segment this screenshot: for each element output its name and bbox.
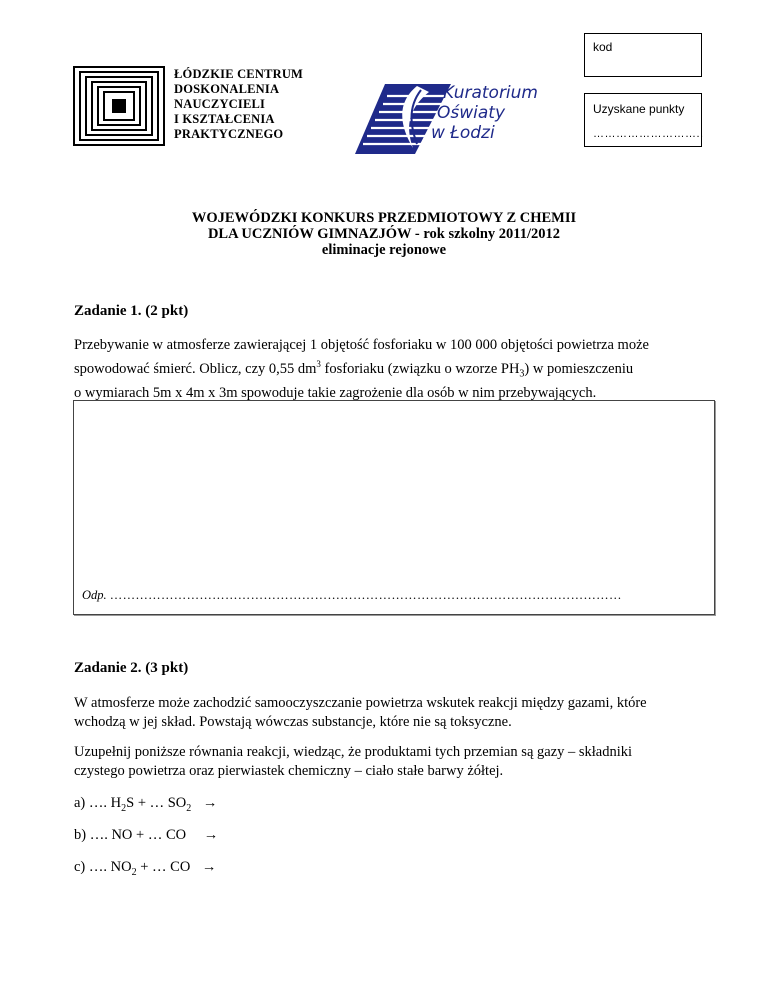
institution-line: DOSKONALENIA	[174, 82, 280, 96]
task1-line: Przebywanie w atmosferze zawierającej 1 objętość fosforiaku w 100 000 objętości powietrza może	[74, 337, 649, 353]
institution-line: I KSZTAŁCENIA	[174, 112, 275, 126]
equation-b: b) …. NO + … CO →	[74, 827, 219, 843]
title-line-1: WOJEWÓDZKI KONKURS PRZEDMIOTOWY Z CHEMII	[191, 210, 577, 226]
institution-line: ŁÓDZKIE CENTRUM	[174, 67, 304, 81]
kuratorium-line: Kuratorium	[443, 83, 538, 103]
task1-heading: Zadanie 1. (2 pkt)	[74, 303, 189, 319]
answer-label: Odp.	[82, 588, 107, 602]
points-label: Uzyskane punkty	[593, 102, 685, 116]
code-box[interactable]	[584, 33, 702, 77]
arrow-icon: →	[202, 795, 218, 811]
equation-c: c) …. $NO_2$ + … CO →	[74, 859, 217, 878]
lcdn-logo	[73, 66, 165, 146]
institution-line: PRAKTYCZNEGO	[174, 127, 284, 141]
points-blank: ………………………..	[593, 128, 704, 140]
task2-heading: Zadanie 2. (3 pkt)	[74, 660, 189, 676]
institution-line: NAUCZYCIELI	[174, 97, 266, 111]
task1-line: o wymiarach 5m x 4m x 3m spowoduje takie zagrożenie dla osób w nim przebywających.	[74, 384, 597, 401]
institution-name	[174, 67, 303, 142]
task1-text	[74, 336, 694, 403]
answer-dots: …………………………………………………………………………………………………………	[109, 588, 622, 602]
kuratorium-logo	[355, 78, 565, 160]
task1-line: spowodować śmierć. Oblicz, czy 0,55 $dm^3$ fosforiaku (związku o wzorze $PH_3$) w pomieszczeniu	[74, 359, 634, 380]
title-line-3: eliminacje rejonowe	[321, 242, 447, 258]
points-box[interactable]	[584, 93, 702, 147]
arrow-icon: →	[201, 859, 217, 875]
task2-paragraph-2: Uzupełnij poniższe równania reakcji, wiedząc, że produktami tych przemian są gazy – składniki czystego powietrza oraz pierwiastek chemiczny – ciało stałe barwy żółtej.	[74, 744, 633, 779]
answer-line	[82, 588, 622, 603]
arrow-icon: →	[203, 827, 219, 843]
task2-paragraph-1: W atmosferze może zachodzić samooczyszczanie powietrza wskutek reakcji między gazami, które wchodzą w jej skład. Powstają wówczas substancje, które nie są toksyczne.	[74, 695, 647, 730]
kuratorium-line: w Łodzi	[431, 123, 495, 143]
answer-area[interactable]	[73, 400, 715, 615]
equation-a: a) …. $H_2S$ + … $SO_2$ →	[74, 795, 218, 814]
kuratorium-line: Oświaty	[437, 103, 506, 123]
code-label: kod	[593, 40, 613, 54]
title-line-2: DLA UCZNIÓW GIMNAZJÓW - rok szkolny 2011/2012	[207, 226, 561, 242]
